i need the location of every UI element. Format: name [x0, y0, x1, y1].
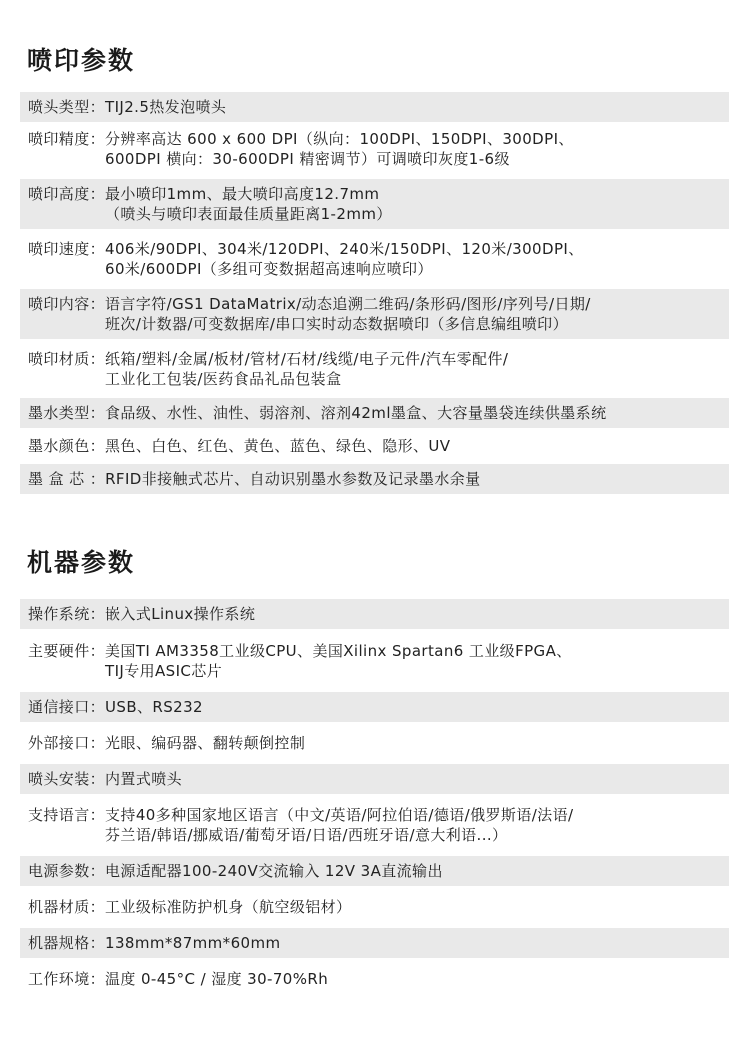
table-row	[20, 398, 729, 428]
row-value: RFID非接触式芯片、自动识别墨水参数及记录墨水余量	[105, 470, 481, 488]
table-row	[20, 728, 729, 758]
row-label: 墨水颜色：	[28, 437, 106, 455]
row-value: 138mm*87mm*60mm	[105, 934, 281, 952]
table-row	[20, 692, 729, 722]
machine-params-table	[20, 599, 729, 994]
row-label: 喷头类型：	[28, 98, 106, 116]
row-label: 喷头安装：	[28, 770, 106, 788]
table-row	[20, 179, 729, 229]
row-label: 通信接口：	[28, 698, 106, 716]
table-row	[20, 636, 729, 686]
print-section-title: 喷印参数	[27, 46, 136, 75]
table-row	[20, 464, 729, 494]
row-value: 分辨率高达 600 x 600 DPI（纵向：100DPI、150DPI、300DPI、 600DPI 横向：30-600DPI 精密调节）可调喷印灰度1-6级	[105, 130, 574, 168]
table-row	[20, 92, 729, 122]
row-value: 温度 0-45°C / 湿度 30-70%Rh	[105, 970, 329, 988]
row-value: USB、RS232	[105, 698, 203, 716]
table-row	[20, 289, 729, 339]
row-value: 食品级、水性、油性、弱溶剂、溶剂42ml墨盒、大容量墨袋连续供墨系统	[105, 404, 607, 422]
row-value: 语言字符/GS1 DataMatrix/动态追溯二维码/条形码/图形/序列号/日期/ 班次/计数器/可变数据库/串口实时动态数据喷印（多信息编组喷印）	[105, 295, 591, 333]
table-row	[20, 892, 729, 922]
row-label: 喷印精度：	[28, 130, 106, 148]
row-value: 黑色、白色、红色、黄色、蓝色、绿色、隐形、UV	[105, 437, 451, 455]
table-row	[20, 800, 729, 850]
row-value: 美国TI AM3358工业级CPU、美国Xilinx Spartan6 工业级FPGA、 TIJ专用ASIC芯片	[105, 642, 572, 680]
table-row	[20, 431, 729, 461]
row-value: 嵌入式Linux操作系统	[105, 605, 256, 623]
table-row	[20, 764, 729, 794]
row-value: 光眼、编码器、翻转颠倒控制	[105, 734, 306, 752]
machine-section-title: 机器参数	[27, 548, 136, 577]
row-label: 喷印高度：	[28, 185, 106, 203]
row-label: 喷印材质：	[28, 350, 106, 368]
row-label: 机器材质：	[28, 898, 106, 916]
row-value: 电源适配器100-240V交流输入 12V 3A直流输出	[105, 862, 443, 880]
row-value: 406米/90DPI、304米/120DPI、240米/150DPI、120米/300DPI、 60米/600DPI（多组可变数据超高速响应喷印）	[105, 240, 584, 278]
row-label: 机器规格：	[28, 934, 106, 952]
row-label: 喷印速度：	[28, 240, 106, 258]
row-label: 墨水类型：	[28, 404, 106, 422]
row-value: TIJ2.5热发泡喷头	[105, 98, 227, 116]
row-label: 电源参数：	[28, 862, 106, 880]
table-row	[20, 928, 729, 958]
row-value: 最小喷印1mm、最大喷印高度12.7mm （喷头与喷印表面最佳质量距离1-2mm）	[105, 185, 392, 223]
row-value: 工业级标准防护机身（航空级铝材）	[105, 898, 352, 916]
row-label: 支持语言：	[28, 806, 106, 824]
row-value: 内置式喷头	[105, 770, 183, 788]
row-label: 喷印内容：	[28, 295, 106, 313]
table-row	[20, 964, 729, 994]
row-label: 主要硬件：	[28, 642, 106, 660]
print-params-table	[20, 92, 729, 494]
table-row	[20, 344, 729, 394]
table-row	[20, 856, 729, 886]
table-row	[20, 124, 729, 174]
row-label: 操作系统：	[28, 605, 106, 623]
row-label: 外部接口：	[28, 734, 106, 752]
row-value: 支持40多种国家地区语言（中文/英语/阿拉伯语/德语/俄罗斯语/法语/ 芬兰语/韩语/挪威语/葡萄牙语/日语/西班牙语/意大利语...）	[105, 806, 574, 844]
table-row	[20, 234, 729, 284]
table-row	[20, 599, 729, 629]
row-label: 墨 盒 芯 ：	[28, 470, 106, 488]
row-label: 工作环境：	[28, 970, 106, 988]
row-value: 纸箱/塑料/金属/板材/管材/石材/线缆/电子元件/汽车零配件/ 工业化工包装/医药食品礼品包装盒	[105, 350, 509, 388]
